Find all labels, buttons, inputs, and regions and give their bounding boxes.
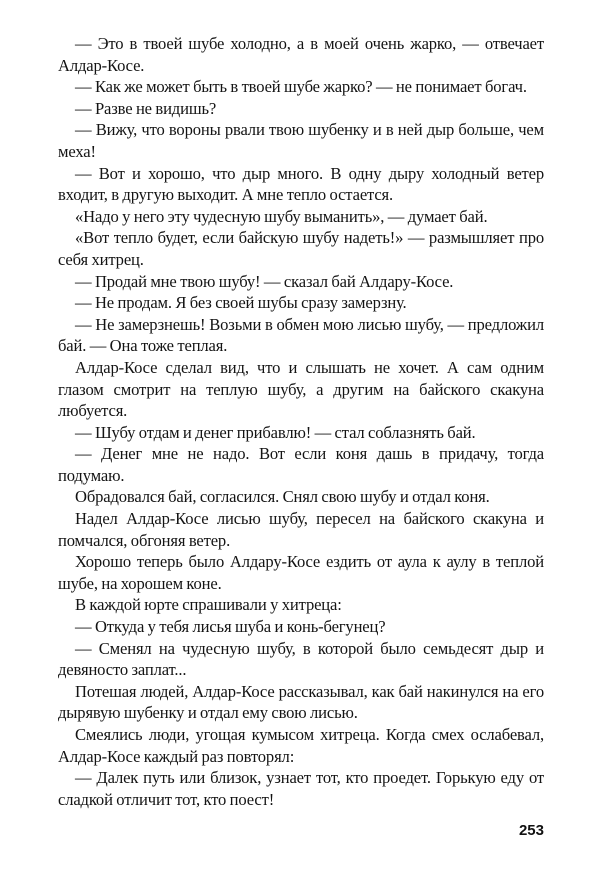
paragraph: — Продай мне твою шубу! — сказал бай Алдару-Косе. bbox=[75, 271, 454, 291]
paragraph: Потешая людей, Алдар-Косе рассказывал, как бай накинулся на его дырявую шубенку и отдал ему свою лисью. bbox=[58, 681, 544, 723]
paragraph: — Не замерзнешь! Возьми в обмен мою лисью шубу, — предложил бай. — Она тоже теплая. bbox=[58, 314, 544, 356]
paragraph: В каждой юрте спрашивали у хитреца: bbox=[75, 595, 342, 615]
paragraph: — Далек путь или близок, узнает тот, кто проедет. Горькую еду от сладкой отличит тот, кто поест! bbox=[58, 768, 544, 809]
paragraph: — Шубу отдам и денег прибавлю! — стал соблазнять бай. bbox=[75, 422, 476, 442]
page-number: 253 bbox=[518, 822, 544, 840]
paragraph: Смеялись люди, угощая кумысом хитреца. Когда смех ослабевал, Алдар-Косе каждый раз повторял: bbox=[58, 725, 544, 766]
paragraph: Хорошо теперь было Алдару-Косе ездить от аула к аулу в теплой шубе, на хорошем коне. bbox=[58, 552, 544, 593]
paragraph: Надел Алдар-Косе лисью шубу, пересел на байского скакуна и помчался, обгоняя ветер. bbox=[58, 509, 544, 550]
paragraph: — Это в твоей шубе холодно, а в моей очень жарко, — отвечает Алдар-Косе. bbox=[58, 34, 544, 75]
paragraph: Обрадовался бай, согласился. Снял свою шубу и отдал коня. bbox=[75, 487, 490, 507]
page bbox=[58, 0, 544, 870]
paragraph: Алдар-Косе сделал вид, что и слышать не хочет. А сам одним глазом смотрит на теплую шубу, а другим на байского скакуна любуется. bbox=[58, 357, 544, 421]
paragraph: — Денег мне не надо. Вот если коня дашь в придачу, тогда подумаю. bbox=[58, 444, 544, 485]
paragraph: — Откуда у тебя лисья шуба и конь-бегунец? bbox=[75, 617, 386, 637]
paragraph: — Вижу, что вороны рвали твою шубенку и в ней дыр больше, чем меха! bbox=[58, 120, 544, 161]
paragraph: — Вот и хорошо, что дыр много. В одну дыру холодный ветер входит, в другую выходит. А мне тепло остается. bbox=[58, 163, 544, 205]
paragraph: — Как же может быть в твоей шубе жарко? — не понимает богач. bbox=[75, 77, 527, 97]
page-text bbox=[58, 33, 544, 810]
paragraph: — Разве не видишь? bbox=[75, 98, 217, 118]
paragraph: — Сменял на чудесную шубу, в которой было семьдесят дыр и девяносто заплат... bbox=[58, 638, 544, 680]
paragraph: — Не продам. Я без своей шубы сразу замерзну. bbox=[75, 293, 407, 313]
paragraph: «Надо у него эту чудесную шубу выманить», — думает бай. bbox=[75, 206, 488, 226]
paragraph: «Вот тепло будет, если байскую шубу надеть!» — размышляет про себя хитрец. bbox=[58, 228, 544, 269]
